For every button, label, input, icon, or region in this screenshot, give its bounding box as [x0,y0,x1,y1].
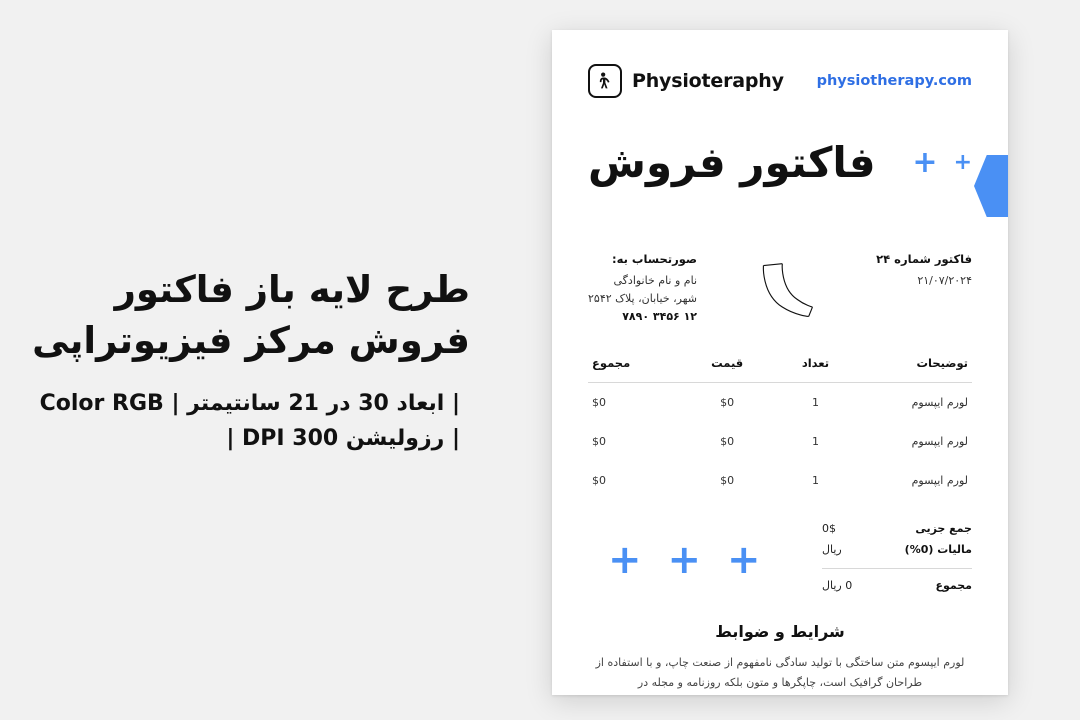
terms-section [588,622,972,694]
column-header-total: مجموع [592,356,631,370]
terms-title: شرایط و ضوابط [715,622,845,641]
subtotal-label: جمع جزیی [915,522,972,535]
plus-decoration-group-bottom [608,537,761,583]
table-row [588,422,972,461]
grand-total-row [822,575,972,596]
promo-subtitle: | ابعاد 30 در 21 سانتیمتر | Color RGB | رزولیشن 300 DPI | [39,390,460,452]
plus-icon: + [912,145,938,180]
brand-website[interactable]: physiotherapy.com [816,73,972,89]
cell-description: لورم ایپسوم [911,474,968,487]
cell-quantity: 1 [811,396,819,409]
cell-description: لورم ایپسوم [911,435,968,448]
tax-label: مالیات (0%) [904,543,972,556]
cell-price: $0 [720,435,735,448]
invoice-date: ۲۱/۰۷/۲۰۲۴ [917,274,972,287]
bill-to-block [588,252,697,326]
cell-quantity: 1 [811,474,819,487]
table-row [588,461,972,500]
bill-to-heading: صورتحساب به: [612,252,698,266]
tax-row [822,539,972,560]
column-header-quantity: تعداد [801,356,830,370]
bill-to-address: شهر، خیابان، پلاک ۲۵۴۲ [588,292,698,306]
column-header-price: قیمت [711,356,744,370]
plus-icon: + [953,150,972,175]
cell-price: $0 [720,474,735,487]
grand-total-value: 0 ریال [822,579,853,592]
totals-block [822,518,972,596]
brand-name: Physioteraphy [632,70,784,92]
terms-body: لورم ایپسوم متن ساختگی با تولید سادگی نامفهوم از صنعت چاپ، و با استفاده از طراحان گرافیک است، چاپگرها و متون بلکه روزنامه و مجله در [595,656,965,690]
cell-total: $0 [592,474,606,487]
cell-total: $0 [592,435,606,448]
table-row [588,383,972,423]
promo-panel [0,0,520,720]
grand-total-label: مجموع [935,579,972,592]
bill-to-phone: ۱۲ ۳۴۵۶ ۷۸۹۰ [622,310,698,324]
cell-total: $0 [592,396,606,409]
plus-icon: + [727,537,761,583]
invoice-sheet [552,30,1008,695]
subtotal-value: 0$ [822,522,836,535]
promo-title: طرح لایه باز فاکتور فروش مرکز فیزیوتراپی [32,267,470,362]
swoosh-decoration [754,261,820,321]
bill-to-name: نام و نام خانوادگی [613,274,698,287]
cell-description: لورم ایپسوم [911,396,968,409]
brand-lockup [588,64,784,98]
document-title: فاکتور فروش [588,138,876,187]
tax-value: ریال [822,543,842,556]
plus-icon: + [667,537,702,583]
invoice-header [552,64,1008,98]
physio-logo-icon [588,64,622,98]
cell-price: $0 [720,396,735,409]
invoice-number-label: فاکتور شماره ۲۴ [876,252,972,266]
document-title-row [552,138,1008,187]
cell-quantity: 1 [811,435,819,448]
column-header-description: توضیحات [916,356,968,370]
line-items-table [588,356,972,500]
totals-divider [822,568,972,569]
table-header-row [588,356,972,383]
subtotal-row [822,518,972,539]
plus-decoration-group-top [912,145,972,180]
invoice-meta-row [552,252,1008,326]
plus-icon: + [608,537,642,583]
invoice-number-block [876,252,972,290]
